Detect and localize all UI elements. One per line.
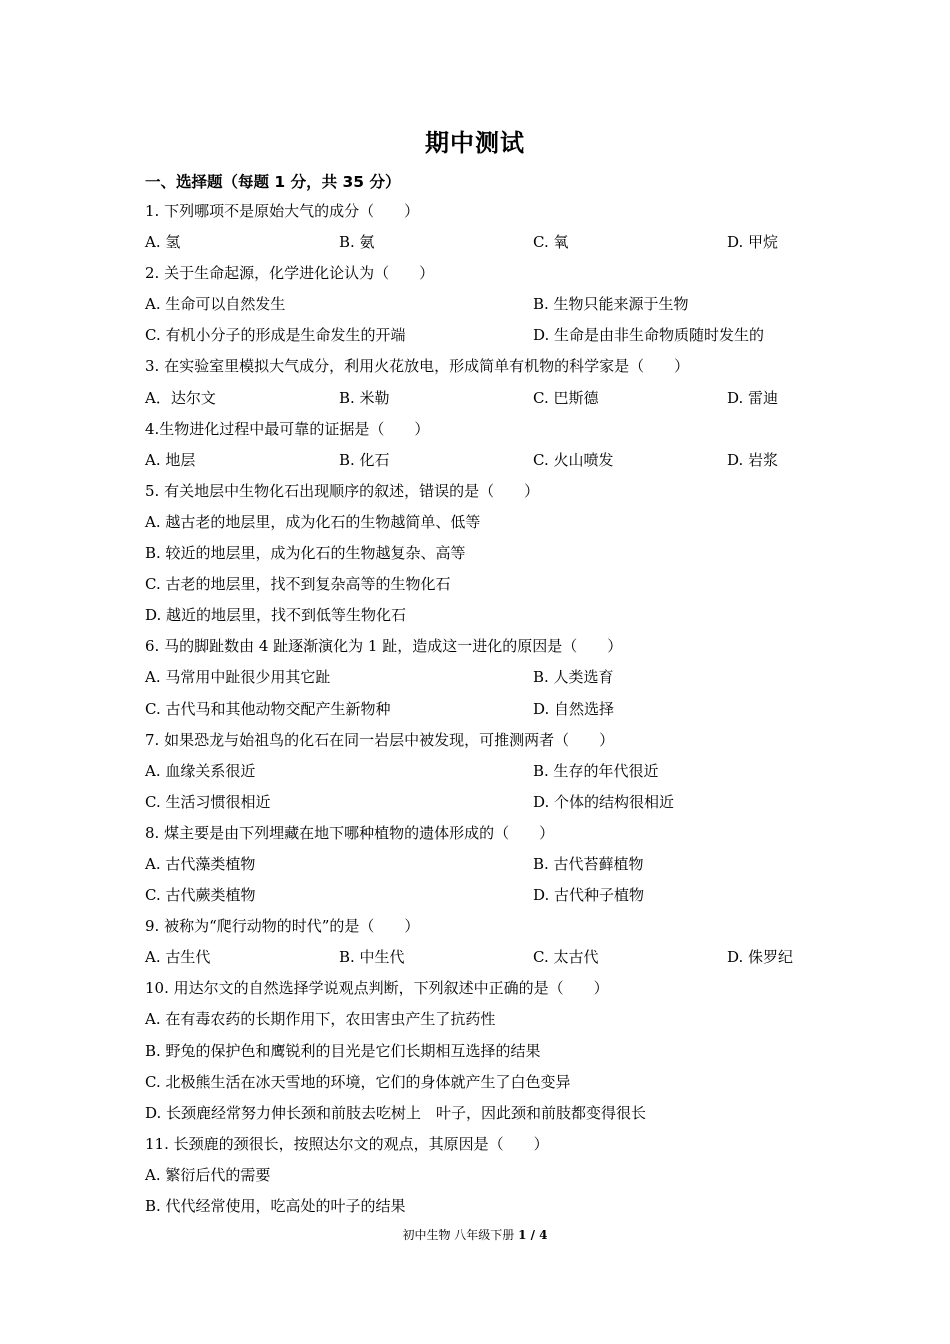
option: C. 火山喷发 <box>533 450 614 469</box>
option: B. 生物只能来源于生物 <box>533 295 689 314</box>
option-row <box>145 849 845 880</box>
option: B. 生存的年代很近 <box>533 761 659 780</box>
option-row: C. 古老的地层里，找不到复杂高等的生物化石 <box>145 575 451 594</box>
question-stem: 9. 被称为“爬行动物的时代”的是（ ） <box>145 917 420 936</box>
option: A. 血缘关系很近 <box>145 761 256 780</box>
option: C. 古代马和其他动物交配产生新物种 <box>145 699 391 718</box>
option-row: A. 繁衍后代的需要 <box>145 1165 271 1184</box>
question-stem: 7. 如果恐龙与始祖鸟的化石在同一岩层中被发现，可推测两者（ ） <box>145 730 615 749</box>
option: B. 氨 <box>339 233 375 252</box>
question-stem: 10. 用达尔文的自然选择学说观点判断，下列叙述中正确的是（ ） <box>145 979 609 998</box>
option: B. 化石 <box>339 450 390 469</box>
page-number: 1 / 4 <box>518 1228 548 1242</box>
option-row <box>145 756 845 787</box>
option: D. 古代种子植物 <box>533 886 645 905</box>
option-row: B. 野兔的保护色和鹰锐利的目光是它们长期相互选择的结果 <box>145 1041 541 1060</box>
question-stem: 11. 长颈鹿的颈很长，按照达尔文的观点，其原因是（ ） <box>145 1134 549 1153</box>
question-stem: 5. 有关地层中生物化石出现顺序的叙述，错误的是（ ） <box>145 481 540 500</box>
option-row <box>145 320 845 351</box>
option: C. 有机小分子的形成是生命发生的开端 <box>145 326 406 345</box>
option: D. 侏罗纪 <box>727 948 794 967</box>
page-footer <box>0 1226 950 1243</box>
option-row <box>145 383 845 414</box>
option-row <box>145 694 845 725</box>
option: B. 米勒 <box>339 388 390 407</box>
option: D. 岩浆 <box>727 450 779 469</box>
option: D. 生命是由非生命物质随时发生的 <box>533 326 765 345</box>
question-stem: 2. 关于生命起源，化学进化论认为（ ） <box>145 264 435 283</box>
option: C. 氧 <box>533 233 569 252</box>
option: A. 氢 <box>145 233 181 252</box>
option: D. 甲烷 <box>727 233 779 252</box>
option-row: B. 较近的地层里，成为化石的生物越复杂、高等 <box>145 544 466 563</box>
option: C. 太古代 <box>533 948 599 967</box>
option: A. 地层 <box>145 450 196 469</box>
option-row <box>145 289 845 320</box>
option: D. 自然选择 <box>533 699 615 718</box>
question-stem: 4.生物进化过程中最可靠的证据是（ ） <box>145 419 430 438</box>
option: A. 古生代 <box>145 948 211 967</box>
option: A. 古代藻类植物 <box>145 854 256 873</box>
option-row: D. 越近的地层里，找不到低等生物化石 <box>145 606 407 625</box>
option: D. 雷迪 <box>727 388 779 407</box>
option-row: B. 代代经常使用，吃高处的叶子的结果 <box>145 1197 406 1215</box>
option: A．达尔文 <box>145 388 216 407</box>
option: A. 生命可以自然发生 <box>145 295 286 314</box>
section-heading: 一、选择题（每题 1 分，共 35 分） <box>145 173 401 191</box>
option-row <box>145 880 845 911</box>
question-stem: 6. 马的脚趾数由 4 趾逐渐演化为 1 趾，造成这一进化的原因是（ ） <box>145 637 623 656</box>
option: B. 中生代 <box>339 948 405 967</box>
option: B. 人类选育 <box>533 668 614 687</box>
option-row <box>145 787 845 818</box>
option-row: A. 越古老的地层里，成为化石的生物越简单、低等 <box>145 512 481 531</box>
page-title: 期中测试 <box>425 129 525 157</box>
option-row <box>145 445 845 476</box>
question-stem: 8. 煤主要是由下列埋藏在地下哪种植物的遗体形成的（ ） <box>145 823 555 842</box>
option: C. 生活习惯很相近 <box>145 792 271 811</box>
question-list <box>145 196 845 1222</box>
option-row <box>145 942 845 973</box>
option-row: D. 长颈鹿经常努力伸长颈和前肢去吃树上 叶子，因此颈和前肢都变得很长 <box>145 1103 647 1122</box>
option: C. 古代蕨类植物 <box>145 886 256 905</box>
question-stem: 1. 下列哪项不是原始大气的成分（ ） <box>145 202 420 220</box>
question-stem: 3. 在实验室里模拟大气成分，利用火花放电，形成简单有机物的科学家是（ ） <box>145 357 690 376</box>
option: B. 古代苔藓植物 <box>533 854 644 873</box>
option: A. 马常用中趾很少用其它趾 <box>145 668 331 687</box>
footer-text: 初中生物 八年级下册 <box>402 1228 519 1242</box>
option-row: C. 北极熊生活在冰天雪地的环境，它们的身体就产生了白色变异 <box>145 1072 571 1091</box>
option: D. 个体的结构很相近 <box>533 792 675 811</box>
option-row: A. 在有毒农药的长期作用下，农田害虫产生了抗药性 <box>145 1010 496 1029</box>
option-row <box>145 227 845 258</box>
option: C. 巴斯德 <box>533 388 599 407</box>
option-row <box>145 662 845 693</box>
